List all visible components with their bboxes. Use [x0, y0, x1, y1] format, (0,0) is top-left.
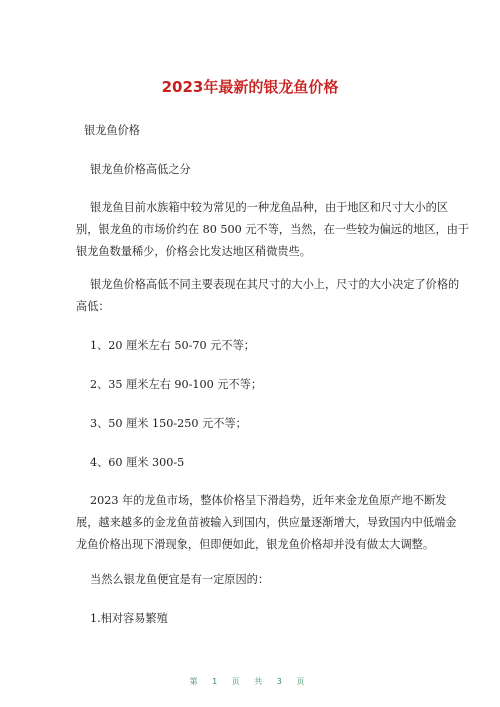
paragraph-line: 银龙鱼目前水族箱中较为常见的一种龙鱼品种，由于地区和尺寸大小的区 [90, 201, 449, 214]
paragraph-line: 高低： [76, 300, 110, 313]
list-item-35cm: 2、35 厘米左右 90-100 元不等； [90, 378, 263, 391]
document-title: 2023年最新的银龙鱼价格 [161, 78, 339, 96]
paragraph-line: 别，银龙鱼的市场价约在 80 500 元不等，当然，在一些较为偏远的地区，由于 [76, 223, 470, 236]
subheading-price-range: 银龙鱼价格高低之分 [90, 163, 191, 176]
heading-silver-arowana-price: 银龙鱼价格 [84, 124, 140, 137]
paragraph-reason-intro: 当然么银龙鱼便宜是有一定原因的： [90, 573, 270, 586]
page-footer: 第 1 页 共 3 页 [189, 677, 311, 686]
paragraph-line: 展，越来越多的金龙鱼苗被输入到国内，供应量逐渐增大，导致国内中低端金 [76, 516, 457, 529]
paragraph-size-price [76, 274, 460, 318]
list-item-easy-breeding: 1.相对容易繁殖 [90, 612, 168, 625]
list-item-60cm: 4、60 厘米 300-5 [90, 456, 185, 469]
paragraph-market-price [76, 197, 470, 263]
paragraph-line: 银龙鱼价格高低不同主要表现在其尺寸的大小上，尺寸的大小决定了价格的 [90, 278, 460, 291]
list-item-50cm: 3、50 厘米 150-250 元不等； [90, 417, 247, 430]
paragraph-line: 2023 年的龙鱼市场，整体价格呈下滑趋势，近年来金龙鱼原产地不断发 [90, 494, 447, 507]
paragraph-line: 龙鱼价格出现下滑现象，但即便如此，银龙鱼价格却并没有做太大调整。 [76, 538, 435, 551]
paragraph-line: 银龙鱼数量稀少，价格会比发达地区稍微贵些。 [76, 245, 311, 258]
paragraph-market-2023 [76, 490, 457, 556]
list-item-20cm: 1、20 厘米左右 50-70 元不等； [90, 339, 255, 352]
